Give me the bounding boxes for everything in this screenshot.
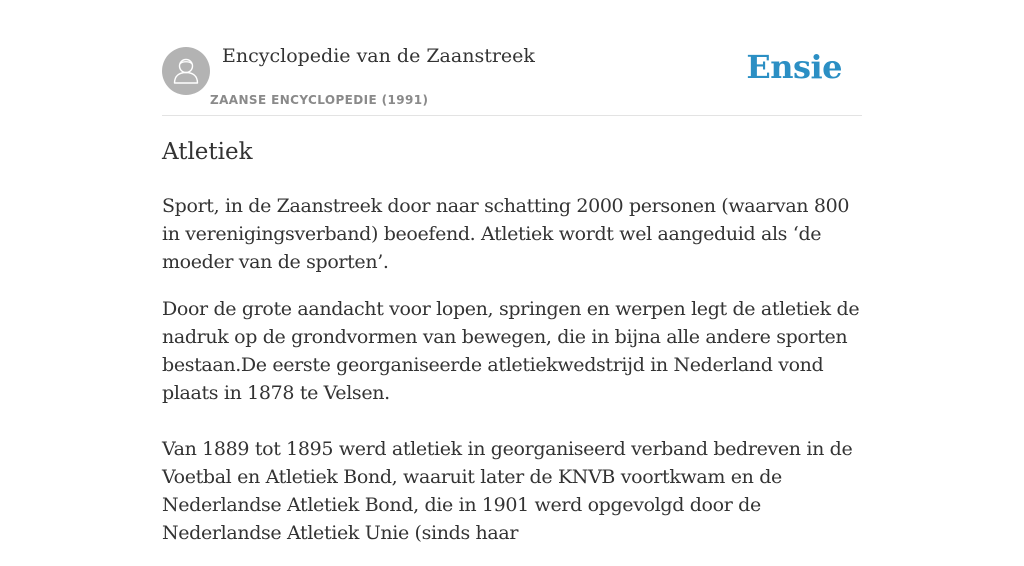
article-paragraph: Door de grote aandacht voor lopen, springen en werpen legt de atletiek de nadruk op de grondvormen van bewegen, die in bijna alle andere sporten bestaan.De eerste georganiseerde atletiekwedstrijd in Nederland vond plaats in 1878 te Velsen. Van 1889 tot 1895 werd atletiek in georganiseerd verband bedreven in de Voetbal en Atletiek Bond, waaruit later de KNVB voortkwam en de Nederlandse Atletiek Bond, die in 1901 werd opgevolgd door de Nederlandse Atletiek Unie (sinds haar — [162, 298, 860, 544]
user-icon — [162, 47, 210, 95]
article-title: Atletiek — [162, 139, 253, 165]
source-subtitle: ZAANSE ENCYCLOPEDIE (1991) — [210, 93, 429, 107]
source-title[interactable]: Encyclopedie van de Zaanstreek — [222, 45, 535, 67]
brand-logo[interactable]: Ensie — [746, 48, 842, 86]
article-body — [162, 192, 862, 566]
source-header — [162, 0, 862, 116]
content-container — [162, 0, 862, 544]
source-avatar[interactable] — [162, 47, 210, 95]
article-paragraph: Sport, in de Zaanstreek door naar schatting 2000 personen (waarvan 800 in verenigingsverband) beoefend. Atletiek wordt wel aangeduid als ‘de moeder van de sporten’. — [162, 195, 850, 273]
